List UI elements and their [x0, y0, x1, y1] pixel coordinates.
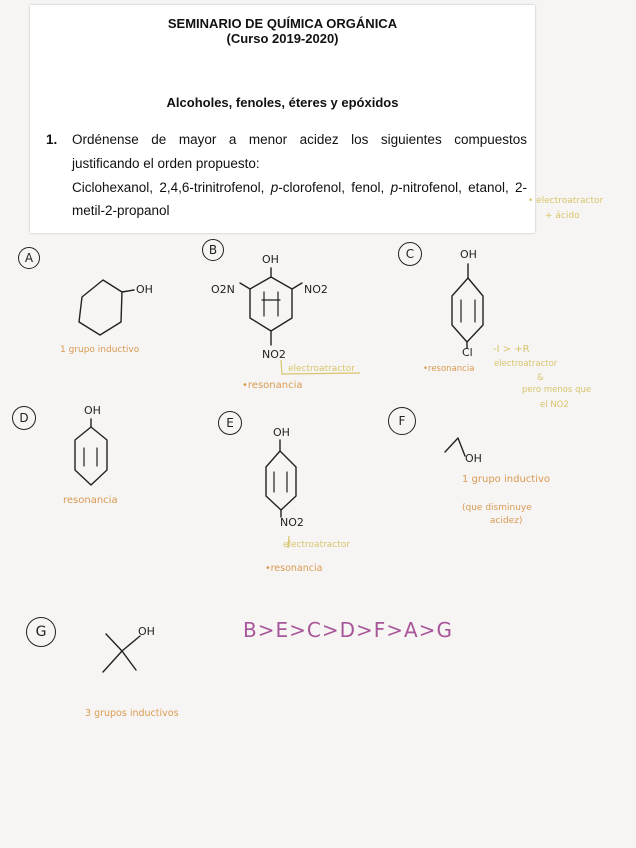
side-note-2: + ácido	[545, 211, 580, 221]
label-a-circle: A	[18, 247, 40, 269]
compounds-line-2: metil-2-propanol	[72, 203, 170, 218]
label-d-circle: D	[12, 406, 36, 430]
topic-heading: Alcoholes, fenoles, éteres y epóxidos	[166, 95, 399, 110]
label-e-circle: E	[218, 411, 242, 435]
b-o2n: O2N	[211, 283, 235, 296]
seminar-title: SEMINARIO DE QUÍMICA ORGÁNICA	[167, 16, 398, 31]
cyclohexane-ring	[79, 280, 122, 335]
label-g-circle: G	[26, 617, 56, 647]
compounds-part: Ciclohexanol, 2,4,6-trinitrofenol,	[72, 180, 271, 195]
f-note-2: (que disminuye	[462, 503, 532, 513]
e-oh: OH	[273, 426, 290, 439]
f-oh: OH	[465, 452, 482, 465]
question-line-1: Ordénense de mayor a menor acidez los siguientes compuestos	[72, 132, 527, 147]
f-note-3: acidez)	[490, 516, 523, 526]
e-note-1: electroatractor	[283, 540, 351, 550]
benzene-ring-d	[75, 427, 107, 485]
compounds-part: -clorofenol, fenol,	[278, 180, 391, 195]
b-note-2: •resonancia	[242, 380, 303, 391]
c-note-5: pero menos que	[522, 385, 592, 395]
acidity-order-answer: B>E>C>D>F>A>G	[243, 618, 453, 642]
d-oh: OH	[84, 404, 101, 417]
ethanol-skeleton	[445, 438, 465, 456]
g-oh: OH	[138, 625, 155, 638]
label-c-circle: C	[398, 242, 422, 266]
b-note-1: electroatractor	[288, 364, 356, 374]
e-no2: NO2	[280, 516, 304, 529]
c-note-3: electroatractor	[494, 359, 558, 369]
course-year: (Curso 2019-2020)	[226, 31, 339, 46]
para-prefix: p	[390, 180, 399, 195]
benzene-ring-c	[452, 278, 483, 342]
oh-bond	[122, 290, 134, 292]
c-note-2: -I > +R	[493, 344, 530, 355]
question-line-2: justificando el orden propuesto:	[72, 156, 260, 171]
c-cl: Cl	[462, 346, 473, 359]
tert-butanol-skeleton	[103, 634, 140, 672]
label-b-circle: B	[202, 239, 224, 261]
benzene-ring-b	[250, 277, 292, 331]
c-note-6: el NO2	[540, 400, 569, 410]
c-note-1: •resonancia	[423, 364, 475, 374]
b-no2-right: NO2	[304, 283, 328, 296]
c-oh: OH	[460, 248, 477, 261]
c-note-4: &	[537, 373, 544, 383]
para-prefix: p	[270, 180, 279, 195]
question-number: 1.	[46, 132, 58, 147]
b-no2-bottom: NO2	[262, 348, 286, 361]
d-note: resonancia	[63, 495, 118, 506]
e-note-2: •resonancia	[265, 563, 323, 574]
g-note: 3 grupos inductivos	[85, 708, 179, 719]
benzene-ring-e	[266, 451, 296, 510]
a-note: 1 grupo inductivo	[60, 345, 140, 355]
a-oh: OH	[136, 283, 153, 296]
side-note-1: • electroatractor	[528, 196, 604, 206]
compounds-part: -nitrofenol, etanol, 2-	[398, 180, 528, 195]
f-note-1: 1 grupo inductivo	[462, 474, 551, 485]
b-oh: OH	[262, 253, 279, 266]
label-f-circle: F	[388, 407, 416, 435]
